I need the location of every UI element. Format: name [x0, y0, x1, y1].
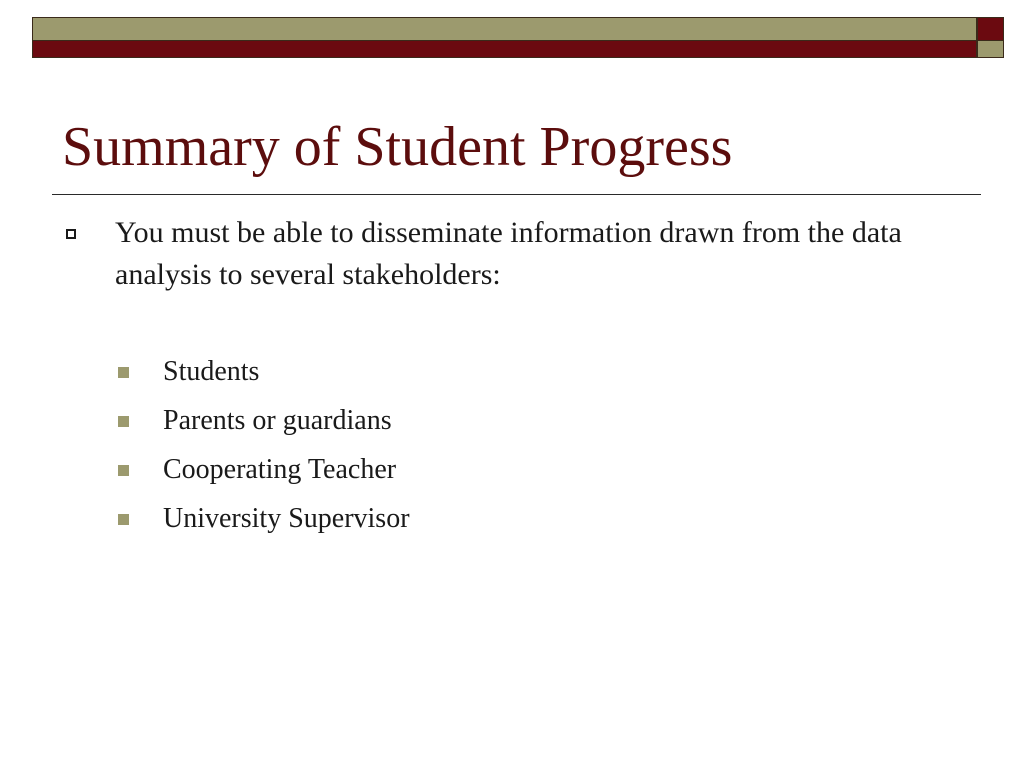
filled-square-bullet-icon — [118, 514, 129, 525]
stakeholder-label: University Supervisor — [163, 503, 410, 534]
stakeholder-label: Cooperating Teacher — [163, 454, 397, 485]
top-banner-maroon-band — [32, 41, 977, 58]
banner-corner-maroon-block — [977, 17, 1004, 41]
slide-title: Summary of Student Progress — [62, 116, 733, 178]
filled-square-bullet-icon — [118, 416, 129, 427]
stakeholder-label: Students — [163, 356, 260, 387]
stakeholder-label: Parents or guardians — [163, 405, 392, 436]
top-banner-olive-band — [32, 17, 977, 41]
banner-corner-olive-block — [977, 41, 1004, 58]
hollow-square-bullet-icon — [66, 229, 76, 239]
title-divider — [52, 194, 981, 195]
main-bullet-text: You must be able to disseminate information drawn from the data analysis to several stakeholders: — [115, 216, 902, 291]
filled-square-bullet-icon — [118, 465, 129, 476]
filled-square-bullet-icon — [118, 367, 129, 378]
